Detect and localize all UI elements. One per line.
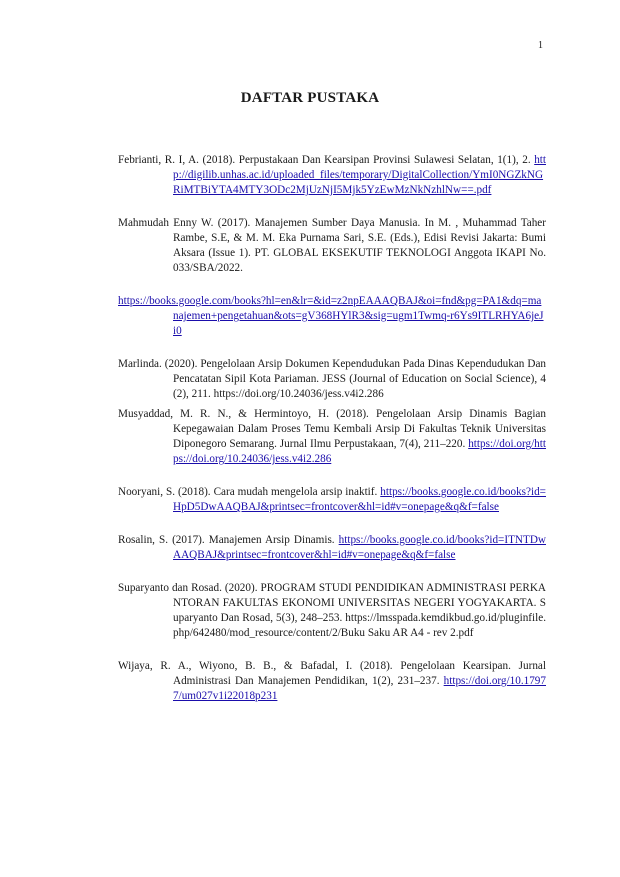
reference-entry bbox=[118, 153, 546, 198]
reference-link[interactable]: https://doi.org/10.17977/um027v1i22018p231 bbox=[173, 675, 546, 702]
reference-entry bbox=[118, 533, 546, 563]
reference-entry bbox=[118, 581, 546, 641]
reference-text: Rosalin, S. (2017). Manajemen Arsip Dinamis. bbox=[118, 534, 339, 546]
reference-entry bbox=[118, 407, 546, 467]
reference-link[interactable]: https://books.google.co.id/books?id=ITNTDwAAQBAJ&printsec=frontcover&hl=id#v=onepage&q&f=false bbox=[173, 534, 546, 561]
page-title: DAFTAR PUSTAKA bbox=[240, 90, 380, 106]
reference-entry bbox=[118, 357, 546, 402]
reference-text: Marlinda. (2020). Pengelolaan Arsip Dokumen Kependudukan Pada Dinas Kependudukan Dan Pencatatan Sipil Kota Pariaman. JESS (Journal of Education on Social Science), 4(2), 211. https://doi.org/10.24036/jess.v4i2.286 bbox=[118, 358, 546, 400]
reference-text: Nooryani, S. (2018). Cara mudah mengelola arsip inaktif. bbox=[118, 486, 381, 498]
reference-entry bbox=[118, 485, 546, 515]
reference-list bbox=[118, 153, 546, 722]
reference-text: Febrianti, R. I, A. (2018). Perpustakaan Dan Kearsipan Provinsi Sulawesi Selatan, 1(1), 2. bbox=[118, 154, 535, 166]
reference-text: Musyaddad, M. R. N., & Hermintoyo, H. (2018). Pengelolaan Arsip Dinamis Bagian Kepegawaian Dalam Proses Temu Kembali Arsip Di Fakultas Teknik Universitas Diponegoro Semarang. Jurnal Ilmu Perpustakaan, 7(4), 211–220. bbox=[118, 408, 546, 450]
reference-link[interactable]: http://digilib.unhas.ac.id/uploaded_files/temporary/DigitalCollection/YmI0NGZkNGRiMTBiYTA4MTY3ODc2MjUzNjI5Mjk5YzEwMzNkNzhlNw==.pdf bbox=[173, 154, 546, 196]
reference-link[interactable]: https://books.google.co.id/books?id=HpD5DwAAQBAJ&printsec=frontcover&hl=id#v=onepage&q&f=false bbox=[173, 486, 546, 513]
reference-link[interactable]: https://doi.org/https://doi.org/10.24036/jess.v4i2.286 bbox=[173, 438, 546, 465]
page-number: 1 bbox=[538, 40, 543, 51]
reference-entry bbox=[118, 294, 546, 339]
reference-text: Suparyanto dan Rosad. (2020). PROGRAM STUDI PENDIDIKAN ADMINISTRASI PERKANTORAN FAKULTAS EKONOMI UNIVERSITAS NEGERI YOGYAKARTA. Suparyanto Dan Rosad, 5(3), 248–253. https://lmsspada.kemdikbud.go.id/pluginfile.php/642480/mod_resource/content/2/Buku Saku AR A4 - rev 2.pdf bbox=[118, 582, 546, 639]
reference-text: Wijaya, R. A., Wiyono, B. B., & Bafadal, I. (2018). Pengelolaan Kearsipan. Jurnal Administrasi Dan Manajemen Pendidikan, 1(2), 231–237. bbox=[118, 660, 546, 687]
reference-text: Mahmudah Enny W. (2017). Manajemen Sumber Daya Manusia. In M. , Muhammad Taher Rambe, S.E, & M. M. Eka Purnama Sari, S.E. (Eds.), Edisi Revisi Jakarta: Bumi Aksara (Issue 1). PT. GLOBAL EKSEKUTIF TEKNOLOGI Anggota IKAPI No. 033/SBA/2022. bbox=[118, 217, 546, 274]
reference-entry bbox=[118, 659, 546, 704]
reference-link[interactable]: https://books.google.com/books?hl=en&lr=&id=z2npEAAAQBAJ&oi=fnd&pg=PA1&dq=manajemen+pengetahuan&ots=gV368HYlR3&sig=ugm1Twmq-r6Ys9ITLRHYA6jeJi0 bbox=[118, 295, 544, 337]
reference-entry bbox=[118, 216, 546, 276]
